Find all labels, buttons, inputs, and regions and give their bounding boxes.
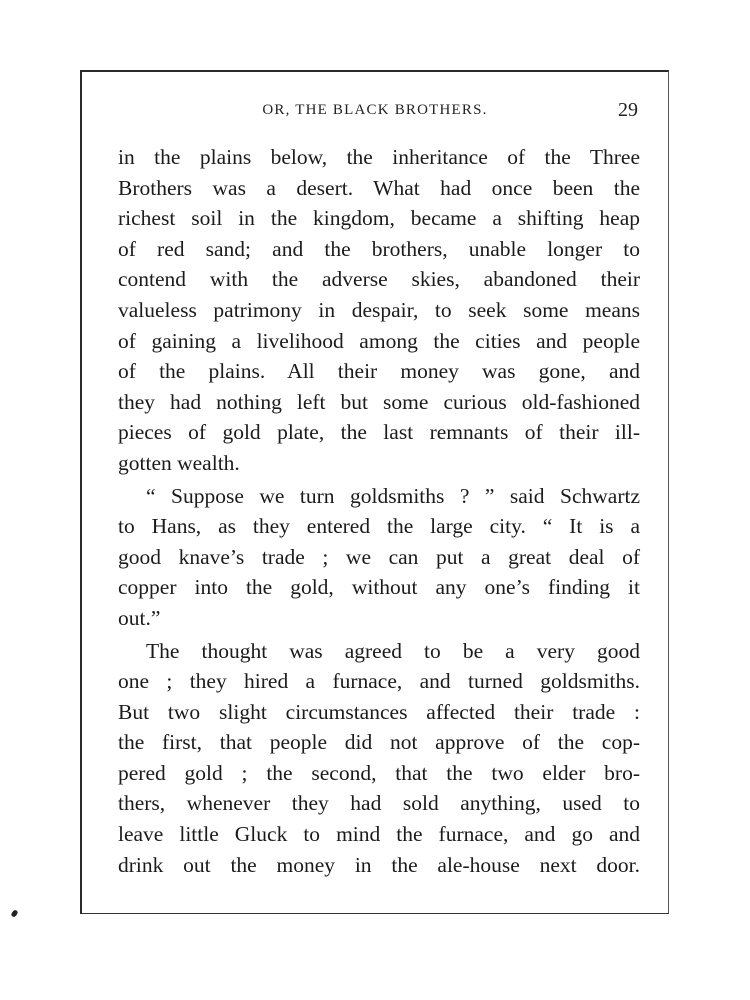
text-line: one ; they hired a furnace, and turned goldsmiths. xyxy=(118,669,640,694)
text-line: they had nothing left but some curious old-fashioned xyxy=(118,389,640,414)
page-number: 29 xyxy=(618,99,638,121)
text-line: valueless patrimony in despair, to seek some means xyxy=(118,297,640,322)
text-line: pieces of gold plate, the last remnants of their ill- xyxy=(118,420,640,445)
text-line: pered gold ; the second, that the two elder bro- xyxy=(118,760,640,785)
ink-speck xyxy=(10,909,18,918)
text-line: copper into the gold, without any one’s finding it xyxy=(118,575,640,600)
body-text xyxy=(118,142,640,880)
text-line: leave little Gluck to mind the furnace, and go and xyxy=(118,822,640,847)
text-line: out.” xyxy=(118,605,161,630)
running-title: OR, THE BLACK BROTHERS. xyxy=(262,102,488,118)
text-line: of gaining a livelihood among the cities and people xyxy=(118,328,640,353)
text-line: to Hans, as they entered the large city. “ It is a xyxy=(118,514,640,539)
paragraph xyxy=(118,481,640,634)
paragraph xyxy=(118,636,640,881)
text-line: thers, whenever they had sold anything, used to xyxy=(118,791,640,816)
text-line: But two slight circumstances affected their trade : xyxy=(118,699,640,724)
text-line: contend with the adverse skies, abandoned their xyxy=(118,267,640,292)
running-head xyxy=(82,99,668,126)
text-line: gotten wealth. xyxy=(118,450,240,475)
page-frame xyxy=(80,70,669,914)
text-line: drink out the money in the ale-house next door. xyxy=(118,852,640,877)
text-line: The thought was agreed to be a very good xyxy=(146,638,640,663)
text-line: the first, that people did not approve of the cop- xyxy=(118,730,640,755)
text-line: of the plains. All their money was gone, and xyxy=(118,359,640,384)
paragraph xyxy=(118,142,640,479)
text-line: richest soil in the kingdom, became a shifting heap xyxy=(118,206,640,231)
text-line: Brothers was a desert. What had once been the xyxy=(118,175,640,200)
text-line: in the plains below, the inheritance of the Three xyxy=(118,145,640,169)
text-line: good knave’s trade ; we can put a great deal of xyxy=(118,544,640,569)
text-line: “ Suppose we turn goldsmiths ? ” said Schwartz xyxy=(146,483,640,508)
text-line: of red sand; and the brothers, unable longer to xyxy=(118,236,640,261)
